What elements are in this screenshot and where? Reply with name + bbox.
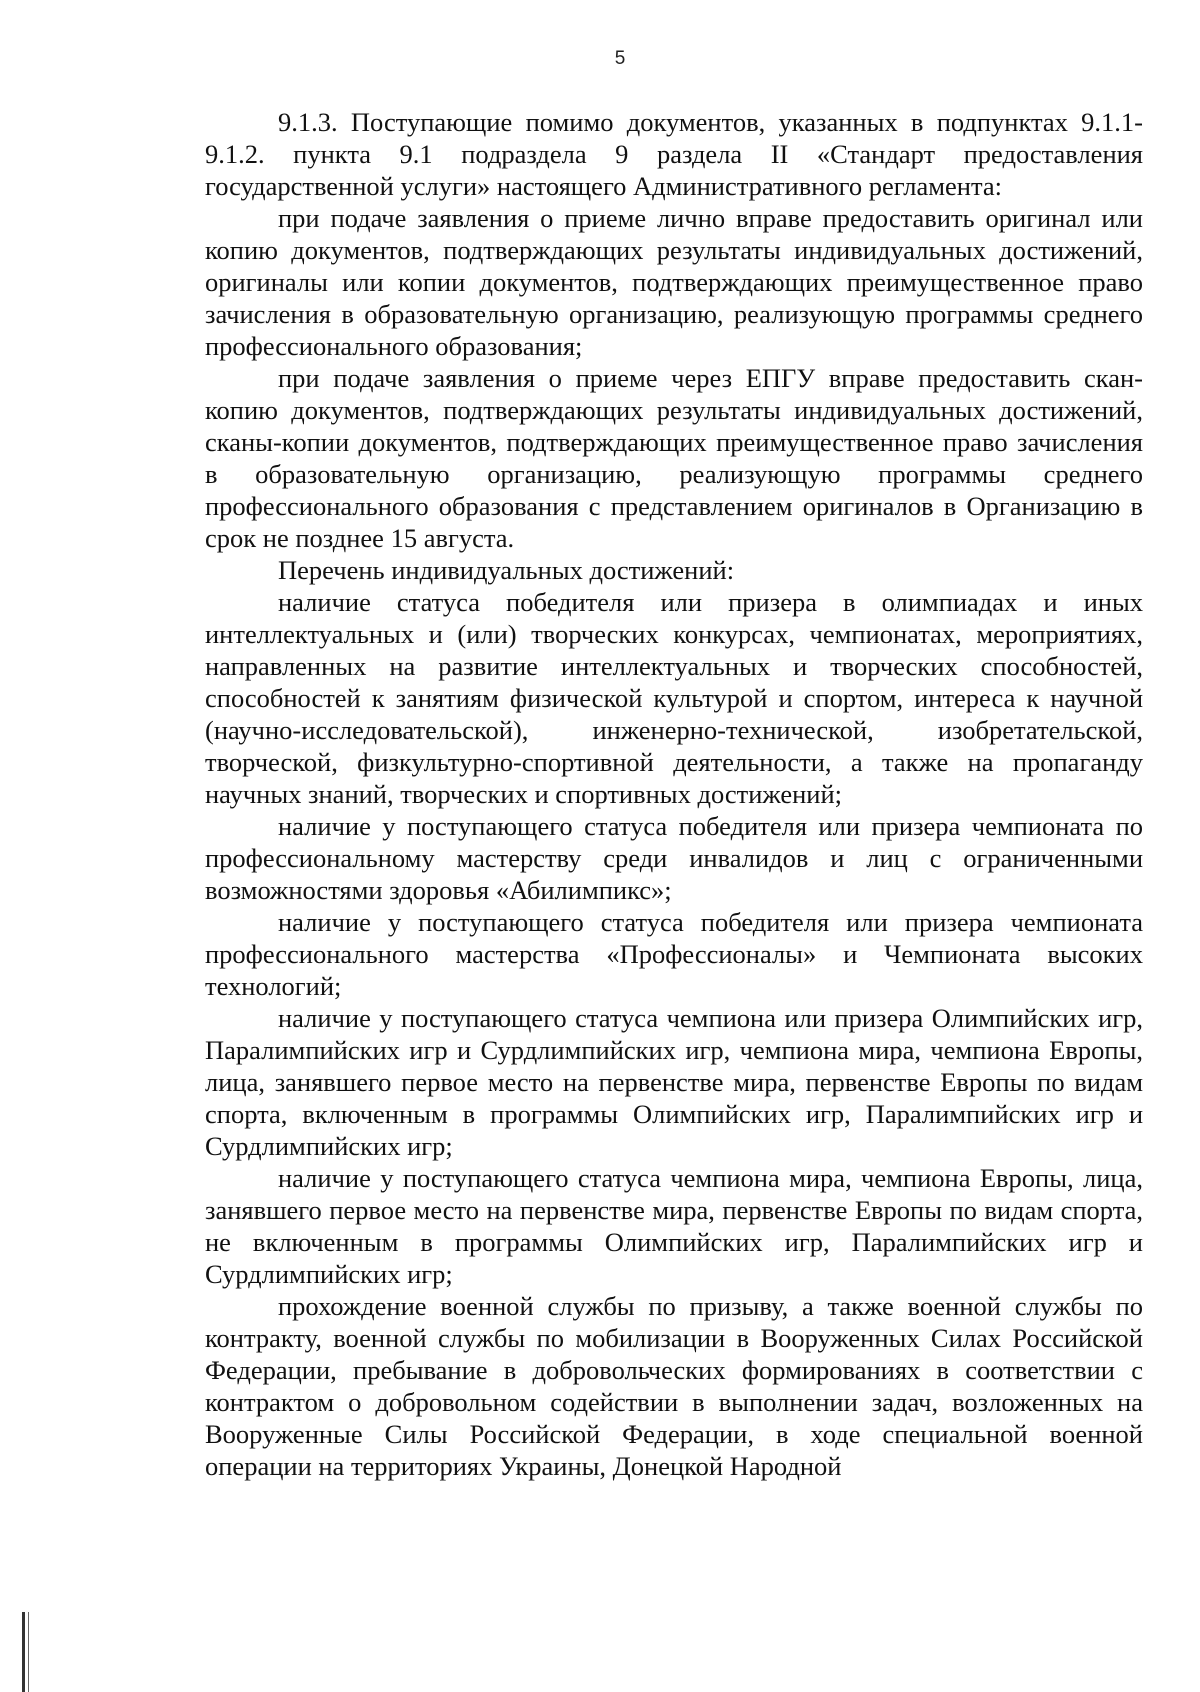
paragraph-abilympics: наличие у поступающего статуса победителя или призера чемпионата по профессиональному мастерству среди инвалидов и лиц с ограниченными возможностями здоровья «Абилимпикс»; xyxy=(205,811,1143,905)
page-number: 5 xyxy=(614,48,626,69)
document-body xyxy=(205,106,1143,1482)
paragraph-achievements-heading: Перечень индивидуальных достижений: xyxy=(278,555,735,585)
paragraph-professionals: наличие у поступающего статуса победителя или призера чемпионата профессионального мастерства «Профессионалы» и Чемпионата высоких технологий; xyxy=(205,907,1143,1001)
scan-edge-mark xyxy=(22,1612,25,1692)
paragraph-in-person: при подаче заявления о приеме лично вправе предоставить оригинал или копию документов, подтверждающих результаты индивидуальных достижений, оригиналы или копии документов, подтверждающих преимущественное право зачисления в образовательную организацию, реализующую программы среднего профессионального образования; xyxy=(205,203,1143,361)
paragraph-9-1-3: 9.1.3. Поступающие помимо документов, указанных в подпунктах 9.1.1-9.1.2. пункта 9.1 подраздела 9 раздела II «Стандарт предоставления государственной услуги» настоящего Административного регламента: xyxy=(205,107,1143,201)
paragraph-military-service: прохождение военной службы по призыву, а также военной службы по контракту, военной службы по мобилизации в Вооруженных Силах Российской Федерации, пребывание в добровольческих формированиях в соответствии с контрактом о добровольном содействии в выполнении задач, возложенных на Вооруженные Силы Российской Федерации, в ходе специальной военной операции на территориях Украины, Донецкой Народной xyxy=(205,1291,1143,1481)
paragraph-via-epgu: при подаче заявления о приеме через ЕПГУ вправе предоставить скан-копию документов, подтверждающих результаты индивидуальных достижений, сканы-копии документов, подтверждающих преимущественное право зачисления в образовательную организацию, реализующую программы среднего профессионального образования с представлением оригиналов в Организацию в срок не позднее 15 августа. xyxy=(205,363,1143,553)
scan-edge-mark-thin xyxy=(28,1612,29,1692)
paragraph-olympic-champion: наличие у поступающего статуса чемпиона или призера Олимпийских игр, Паралимпийских игр и Сурдлимпийских игр, чемпиона мира, чемпиона Европы, лица, занявшего первое место на первенстве мира, первенстве Европы по видам спорта, включенным в программы Олимпийских игр, Паралимпийских игр и Сурдлимпийских игр; xyxy=(205,1003,1143,1161)
paragraph-olympiad-winner: наличие статуса победителя или призера в олимпиадах и иных интеллектуальных и (или) творческих конкурсах, чемпионатах, мероприятиях, направленных на развитие интеллектуальных и творческих способностей, способностей к занятиям физической культурой и спортом, интереса к научной (научно-исследовательской), инженерно-технической, изобретательской, творческой, физкультурно-спортивной деятельности, а также на пропаганду научных знаний, творческих и спортивных достижений; xyxy=(205,587,1143,809)
paragraph-non-olympic-champion: наличие у поступающего статуса чемпиона мира, чемпиона Европы, лица, занявшего первое место на первенстве мира, первенстве Европы по видам спорта, не включенным в программы Олимпийских игр, Паралимпийских игр и Сурдлимпийских игр; xyxy=(205,1163,1143,1289)
